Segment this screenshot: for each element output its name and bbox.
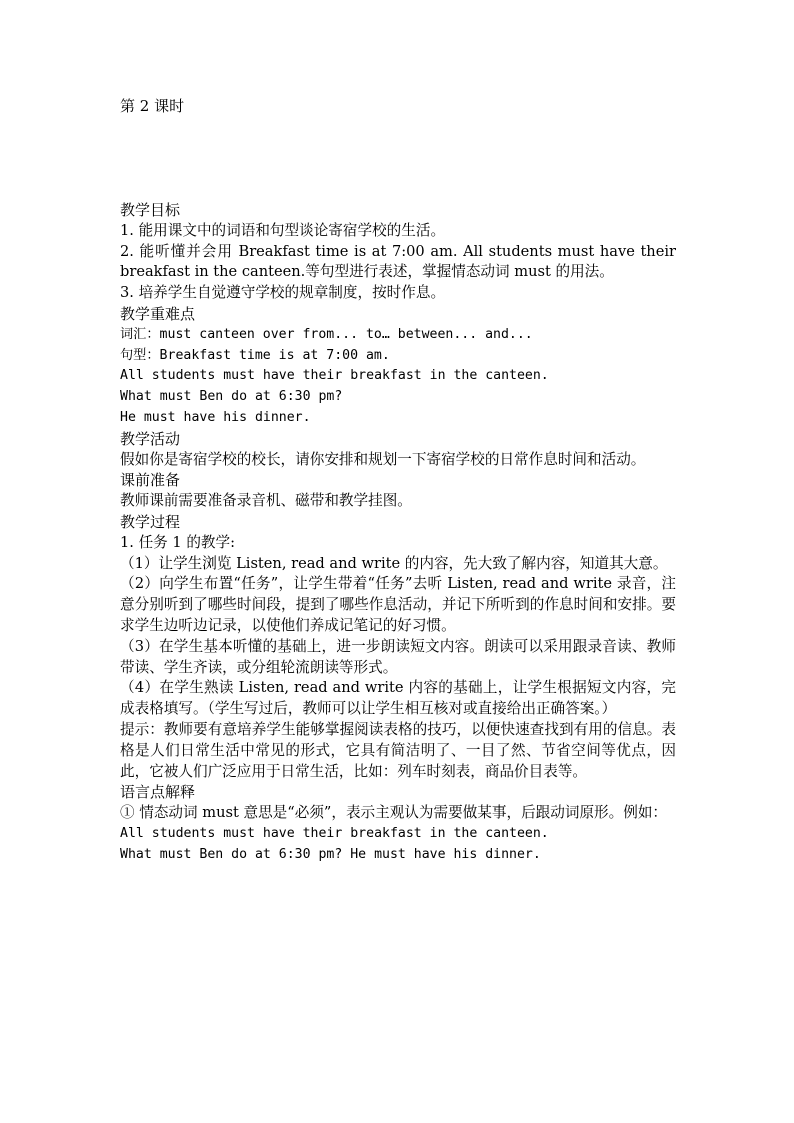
- activity-text: 假如你是寄宿学校的校长，请你安排和规划一下寄宿学校的日常作息时间和活动。: [120, 450, 646, 468]
- vocab-line: 词汇：must canteen over from... to… between... and...: [120, 326, 533, 342]
- language-points-heading: 语言点解释: [120, 783, 196, 802]
- sentence-example-3: What must Ben do at 6:30 pm?: [120, 389, 343, 405]
- step-3: （3）在学生基本听懂的基础上，进一步朗读短文内容。朗读可以采用跟录音读、教师带读、学生齐读，或分组轮流朗读等形式。: [120, 637, 676, 676]
- key-points-heading: 教学重难点: [120, 304, 196, 323]
- activity-heading: 教学活动: [120, 429, 181, 448]
- goals-heading: 教学目标: [120, 201, 181, 219]
- goal-2: 2. 能听懂并会用 Breakfast time is at 7:00 am. All students must have their breakfast in the canteen.等句型进行表述，掌握情态动词 must 的用法。: [120, 242, 676, 281]
- tip-text: 提示：教师要有意培养学生能够掌握阅读表格的技巧，以便快速查找到有用的信息。表格是人们日常生活中常见的形式，它具有简洁明了、一目了然、节省空间等优点，因此，它被人们广泛应用于日常生活，比如：列车时刻表，商品价目表等。: [120, 720, 676, 780]
- language-example-1: All students must have their breakfast in the canteen.: [120, 825, 549, 841]
- task-1: 1. 任务 1 的教学:: [120, 533, 236, 551]
- prep-heading: 课前准备: [120, 471, 181, 490]
- language-point-1: ① 情态动词 must 意思是“必须”，表示主观认为需要做某事，后跟动词原形。例如：: [120, 804, 668, 822]
- sentence-pattern-line: 句型：Breakfast time is at 7:00 am.: [120, 347, 390, 363]
- step-1: （1）让学生浏览 Listen, read and write 的内容，先大致了解内容，知道其大意。: [120, 554, 668, 572]
- goal-3: 3. 培养学生自觉遵守学校的规章制度，按时作息。: [120, 284, 446, 302]
- goal-1: 1. 能用课文中的词语和句型谈论寄宿学校的生活。: [120, 221, 446, 239]
- sentence-example-4: He must have his dinner.: [120, 409, 311, 425]
- language-example-2: What must Ben do at 6:30 pm? He must have his dinner.: [120, 846, 541, 862]
- lesson-title: 第 2 课时: [120, 97, 185, 115]
- lesson-content: [120, 200, 676, 866]
- prep-text: 教师课前需要准备录音机、磁带和教学挂图。: [120, 492, 412, 510]
- process-heading: 教学过程: [120, 512, 181, 531]
- step-2: （2）向学生布置“任务”，让学生带着“任务”去听 Listen, read and write 录音，注意分别听到了哪些时间段，提到了哪些作息活动，并记下所听到的作息时间和安排。要求学生边听边记录，以使他们养成记笔记的好习惯。: [120, 575, 676, 634]
- sentence-example-2: All students must have their breakfast in the canteen.: [120, 368, 549, 384]
- step-4: （4）在学生熟读 Listen, read and write 内容的基础上，让学生根据短文内容，完成表格填写。（学生写过后，教师可以让学生相互核对或直接给出正确答案。）: [120, 679, 676, 718]
